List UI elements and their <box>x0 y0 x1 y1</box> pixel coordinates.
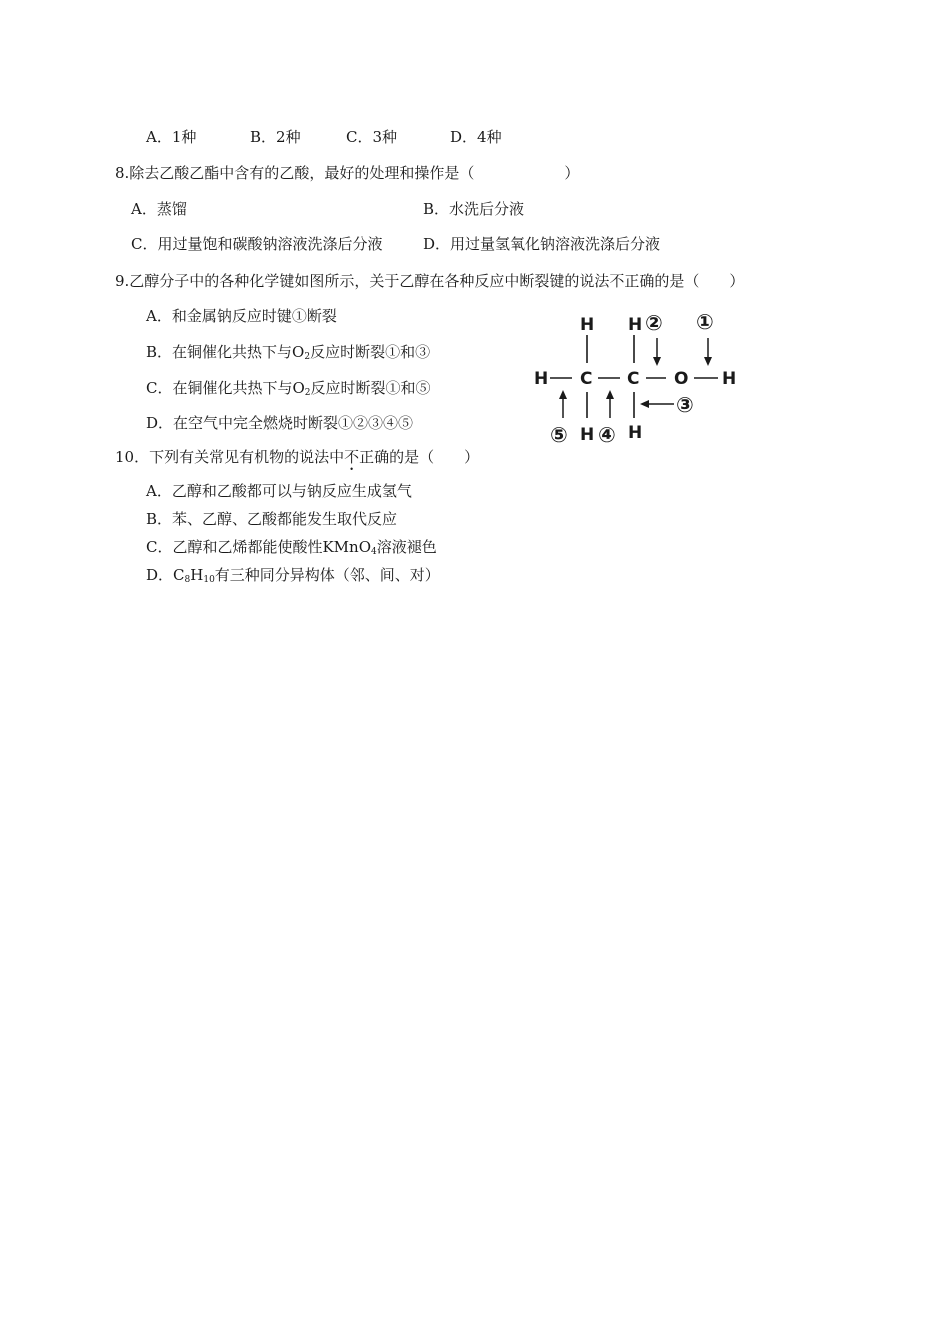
q10-option-c: C．乙醇和乙烯都能使酸性KMnO$_4$溶液褪色 <box>146 538 437 557</box>
atom-c2: C <box>627 369 640 389</box>
q9-option-d: D．在空气中完全燃烧时断裂①②③④⑤ <box>146 414 414 432</box>
arrow-head-4 <box>606 390 614 399</box>
bond-label-4: ④ <box>598 423 616 447</box>
bond-label-1: ① <box>696 310 714 334</box>
q7-option-d: D．4种 <box>450 128 502 146</box>
q8-option-d: D．用过量氢氧化钠溶液洗涤后分液 <box>423 235 661 253</box>
atom-h-left: H <box>534 369 549 389</box>
atom-o: O <box>674 369 689 389</box>
q10-stem: 10．下列有关常见有机物的说法中不正确的是（ ） <box>115 448 480 466</box>
atom-h-top-2: H <box>628 315 643 335</box>
arrow-head-1 <box>704 357 712 366</box>
q10-option-a: A．乙醇和乙酸都可以与钠反应生成氢气 <box>146 482 412 500</box>
q8-option-b: B．水洗后分液 <box>423 200 525 218</box>
q7-option-b: B．2种 <box>250 128 301 146</box>
q9-option-a: A．和金属钠反应时键①断裂 <box>146 307 337 325</box>
q8-stem: 8.除去乙酸乙酯中含有的乙酸，最好的处理和操作是（ ） <box>115 164 580 182</box>
bond-label-3: ③ <box>676 393 694 417</box>
atom-h-top-1: H <box>580 315 595 335</box>
atom-h-bottom-2: H <box>628 423 643 443</box>
emphasis-dot: 不 <box>344 448 360 466</box>
arrow-head-5 <box>559 390 567 399</box>
q7-option-a: A．1种 <box>146 128 197 146</box>
q9-stem: 9.乙醇分子中的各种化学键如图所示，关于乙醇在各种反应中断裂键的说法不正确的是（ ） <box>115 272 745 290</box>
bond-label-5: ⑤ <box>550 423 568 447</box>
q10-option-d: D．$C_8H_{10}$有三种同分异构体（邻、间、对） <box>146 566 440 585</box>
q8-option-a: A．蒸馏 <box>131 200 187 218</box>
atom-h-right: H <box>722 369 737 389</box>
q9-option-c: C．在铜催化共热下与$O_2$反应时断裂①和⑤ <box>146 379 431 398</box>
arrow-head-3 <box>640 400 649 408</box>
ethanol-bond-diagram <box>528 308 758 450</box>
atom-h-bottom-1: H <box>580 425 595 445</box>
q7-option-c: C．3种 <box>346 128 398 146</box>
q9-option-b: B．在铜催化共热下与$O_2$反应时断裂①和③ <box>146 343 431 362</box>
q10-option-b: B．苯、乙醇、乙酸都能发生取代反应 <box>146 510 398 528</box>
bond-label-2: ② <box>645 311 663 335</box>
atom-c1: C <box>580 369 593 389</box>
arrow-head-2 <box>653 357 661 366</box>
q8-option-c: C．用过量饱和碳酸钠溶液洗涤后分液 <box>131 235 383 253</box>
